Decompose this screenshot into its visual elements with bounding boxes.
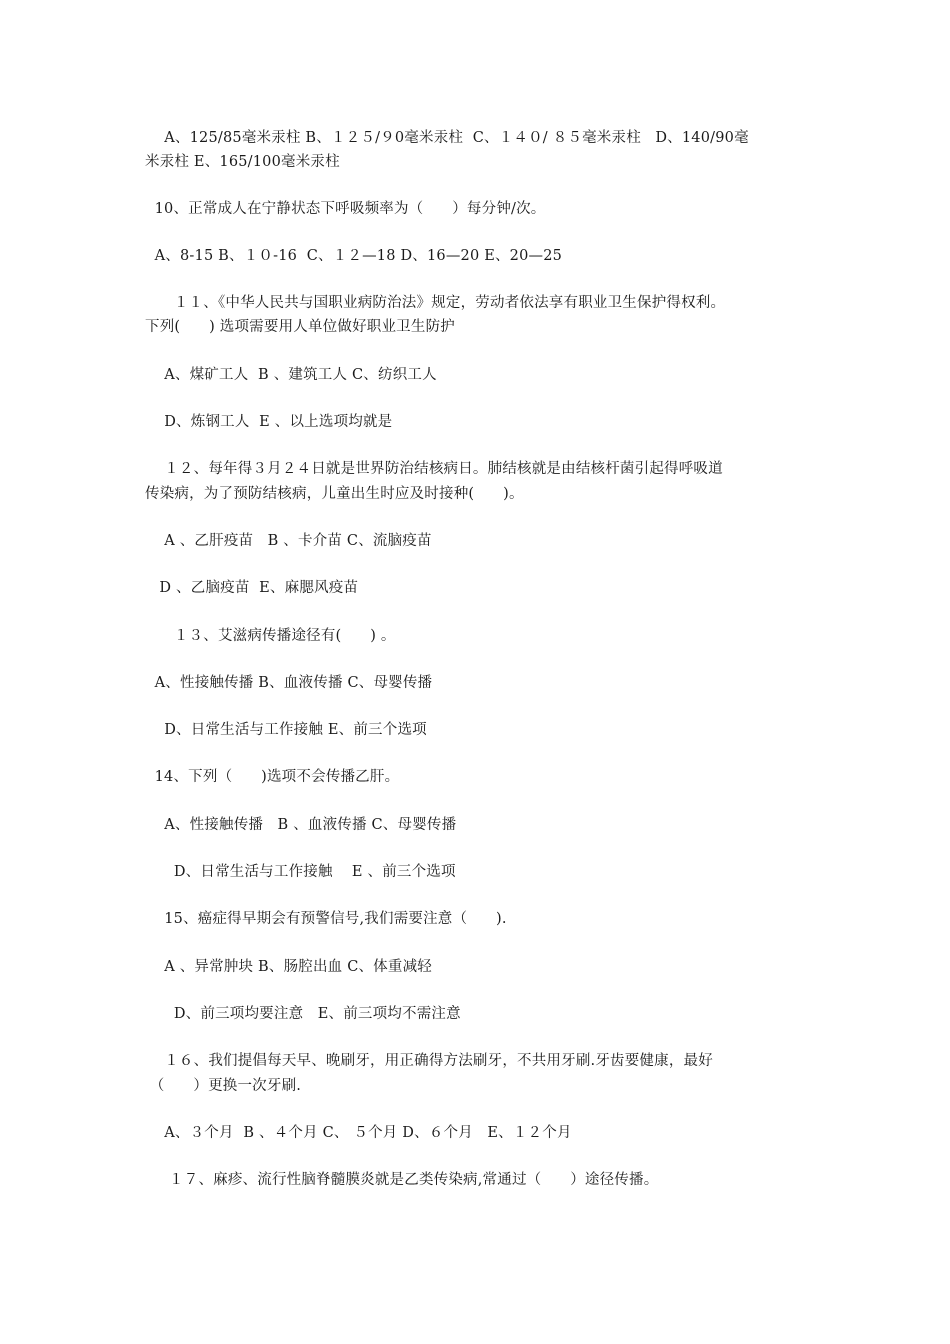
question-11-options-line-2: D、炼钢工人 E 、以上选项均就是: [145, 414, 393, 430]
question-12-options-line-2: D 、乙脑疫苗 E、麻腮风疫苗: [145, 580, 359, 596]
question-16-text-line-2: （ ）更换一次牙刷.: [145, 1078, 302, 1094]
question-13-options-line-2: D、日常生活与工作接触 E、前三个选项: [145, 722, 427, 738]
question-9-options-line-1: A、125/85毫米汞柱 B、１２５/９0毫米汞柱 C、１４０/ ８５毫米汞柱 D、140/90毫: [145, 130, 749, 146]
question-15-options-line-1: A 、异常肿块 B、肠腔出血 C、体重减轻: [145, 959, 432, 975]
question-9-options-line-2: 米汞柱 E、165/100毫米汞柱: [145, 154, 340, 170]
question-12-text-line-2: 传染病，为了预防结核病，儿童出生时应及时接种( )。: [145, 486, 524, 502]
question-11-text-line-2: 下列( ) 选项需要用人单位做好职业卫生防护: [145, 319, 455, 335]
question-10-options: A、8-15 B、１０-16 C、１２—18 D、16—20 E、20—25: [145, 248, 563, 264]
question-11-options-line-1: A、煤矿工人 B 、建筑工人 C、纺织工人: [145, 367, 437, 383]
question-17-text: １７、麻疹、流行性脑脊髓膜炎就是乙类传染病,常通过（ ）途径传播。: [145, 1172, 659, 1188]
question-11-text-line-1: １１、《中华人民共与国职业病防治法》规定，劳动者依法享有职业卫生保护得权利。: [145, 295, 726, 311]
question-15-text: 15、癌症得早期会有预警信号,我们需要注意（ ).: [145, 911, 507, 927]
question-15-options-line-2: D、前三项均要注意 E、前三项均不需注意: [145, 1006, 461, 1022]
question-14-text: 14、下列（ )选项不会传播乙肝。: [145, 769, 400, 785]
question-16-text-line-1: １６、我们提倡每天早、晚刷牙，用正确得方法刷牙，不共用牙刷.牙齿要健康，最好: [145, 1053, 713, 1069]
question-13-options-line-1: A、性接触传播 B、血液传播 C、母婴传播: [145, 675, 433, 691]
question-14-options-line-1: A、性接触传播 B 、血液传播 C、母婴传播: [145, 817, 457, 833]
question-13-text: １３、艾滋病传播途径有( ) 。: [145, 628, 396, 644]
question-16-options: A、３个月 B 、４个月 C、 ５个月 D、６个月 E、１２个月: [145, 1125, 572, 1141]
question-14-options-line-2: D、日常生活与工作接触 E 、前三个选项: [145, 864, 456, 880]
question-12-options-line-1: A 、乙肝疫苗 B 、卡介苗 C、流脑疫苗: [145, 533, 432, 549]
question-10-text: 10、正常成人在宁静状态下呼吸频率为（ ）每分钟/次。: [145, 201, 546, 217]
question-12-text-line-1: １２、每年得３月２４日就是世界防治结核病日。肺结核就是由结核杆菌引起得呼吸道: [145, 461, 723, 477]
